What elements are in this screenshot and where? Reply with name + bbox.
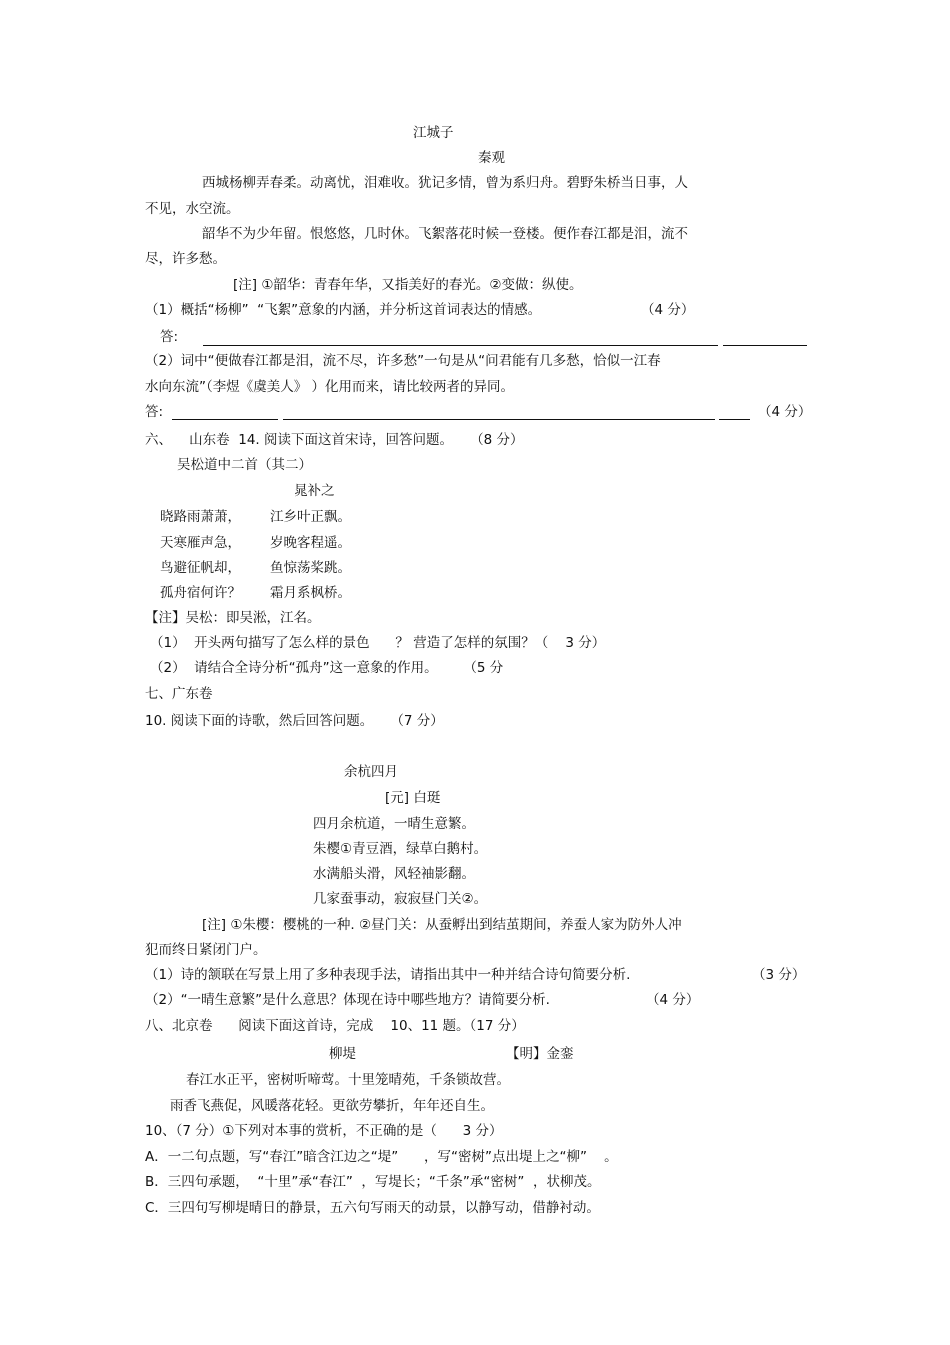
poem-line-right: 鱼惊荡桨跳。 [270, 560, 351, 576]
poem-paragraph-line: 尽，许多愁。 [145, 251, 226, 267]
question-score: （4 分） [758, 404, 812, 420]
question: （2）词中“便做春江都是泪，流不尽，许多愁”一句是从“问君能有几多愁，恰似一江春 [145, 353, 661, 369]
poem-line-left: 孤舟宿何许？ [160, 585, 241, 601]
poem-line: 雨香飞燕促，风暖落花轻。更欲劳攀折，年年还自生。 [170, 1098, 494, 1114]
poem-author: 【明】金銮 [506, 1046, 574, 1062]
poem-paragraph-line: 韶华不为少年留。恨悠悠，几时休。飞絮落花时候一登楼。便作春江都是泪，流不 [202, 226, 688, 242]
section-heading: 六、 山东卷 14. 阅读下面这首宋诗，回答问题。 （8 分） [145, 432, 524, 448]
question-score: （4 分） [641, 302, 695, 318]
question: 水向东流”（李煜《虞美人》 ）化用而来，请比较两者的异同。 [145, 379, 515, 395]
poem-author: 晁补之 [294, 483, 335, 499]
question: （2） 请结合全诗分析“孤舟”这一意象的作用。 （5 分 [150, 660, 504, 676]
poem-line-right: 霜月系枫桥。 [270, 585, 351, 601]
annotation-note: 【注】吴松：即吴淞，江名。 [145, 610, 321, 626]
poem-line: 几家蚕事动，寂寂昼门关②。 [313, 891, 488, 907]
question: （1）概括“杨柳” “飞絮”意象的内涵，并分析这首词表达的情感。 [145, 302, 542, 318]
answer-line[interactable] [203, 345, 718, 346]
poem-title: 江城子 [413, 125, 454, 141]
poem-line: 四月余杭道，一晴生意繁。 [313, 816, 475, 832]
question: （2）“一晴生意繁”是什么意思？体现在诗中哪些地方？请简要分析. [145, 992, 550, 1008]
question: （1）诗的颔联在写景上用了多种表现手法，请指出其中一种并结合诗句简要分析. [145, 967, 631, 983]
poem-line: 水满船头滑，风轻袖影翻。 [313, 866, 475, 882]
question-score: （4 分） [646, 992, 700, 1008]
question-intro: 10. 阅读下面的诗歌，然后回答问题。 （7 分） [145, 713, 444, 729]
poem-line-right: 江乡叶正飘。 [270, 509, 351, 525]
answer-line[interactable] [719, 419, 750, 420]
section-heading: 七、广东卷 [145, 686, 213, 702]
poem-line: 朱樱①青豆酒，绿草白鹅村。 [313, 841, 488, 857]
poem-line-left: 天寒雁声急， [160, 535, 241, 551]
poem-title: 余杭四月 [344, 764, 398, 780]
answer-option-a: A．一二句点题，写“春江”暗含江边之“堤” ，写“密树”点出堤上之“柳” 。 [145, 1149, 618, 1165]
poem-author: [元] 白珽 [385, 790, 441, 806]
poem-line-left: 晓路雨萧萧， [160, 509, 241, 525]
annotation-note: [注] ①朱樱：樱桃的一种. ②昼门关：从蚕孵出到结茧期间，养蚕人家为防外人冲 [202, 917, 682, 933]
poem-title: 吴松道中二首（其二） [177, 457, 312, 473]
answer-label: 答: [145, 404, 164, 420]
answer-line[interactable] [723, 345, 807, 346]
question: （1） 开头两句描写了怎么样的景色 ？ 营造了怎样的氛围？（ 3 分） [150, 635, 606, 651]
answer-option-c: C．三四句写柳堤晴日的静景，五六句写雨天的动景，以静写动，借静衬动。 [145, 1200, 600, 1216]
poem-line-left: 鸟避征帆却， [160, 560, 241, 576]
question-score: （3 分） [752, 967, 806, 983]
section-heading: 八、北京卷 阅读下面这首诗，完成 10、11 题。（17 分） [145, 1018, 525, 1034]
answer-label: 答: [160, 329, 179, 345]
answer-line[interactable] [283, 419, 715, 420]
poem-paragraph-line: 西城杨柳弄春柔。动离忧，泪难收。犹记多情，曾为系归舟。碧野朱桥当日事，人 [202, 175, 688, 191]
question: 10、（7 分）①下列对本事的赏析，不正确的是（ 3 分） [145, 1123, 503, 1139]
answer-line[interactable] [172, 419, 278, 420]
poem-line: 春江水正平，密树听啼莺。十里笼晴苑，千条锁故营。 [186, 1072, 510, 1088]
poem-line-right: 岁晚客程遥。 [270, 535, 351, 551]
poem-paragraph-line: 不见，水空流。 [145, 201, 240, 217]
annotation-note: [注] ①韶华：青春年华，又指美好的春光。②变做：纵使。 [233, 277, 583, 293]
annotation-note: 犯而终日紧闭门户。 [145, 942, 267, 958]
poem-title: 柳堤 [329, 1046, 356, 1062]
answer-option-b: B．三四句承题， “十里”承“春江” ，写堤长；“千条”承“密树” ，状柳茂。 [145, 1174, 601, 1190]
poem-author: 秦观 [478, 150, 505, 166]
